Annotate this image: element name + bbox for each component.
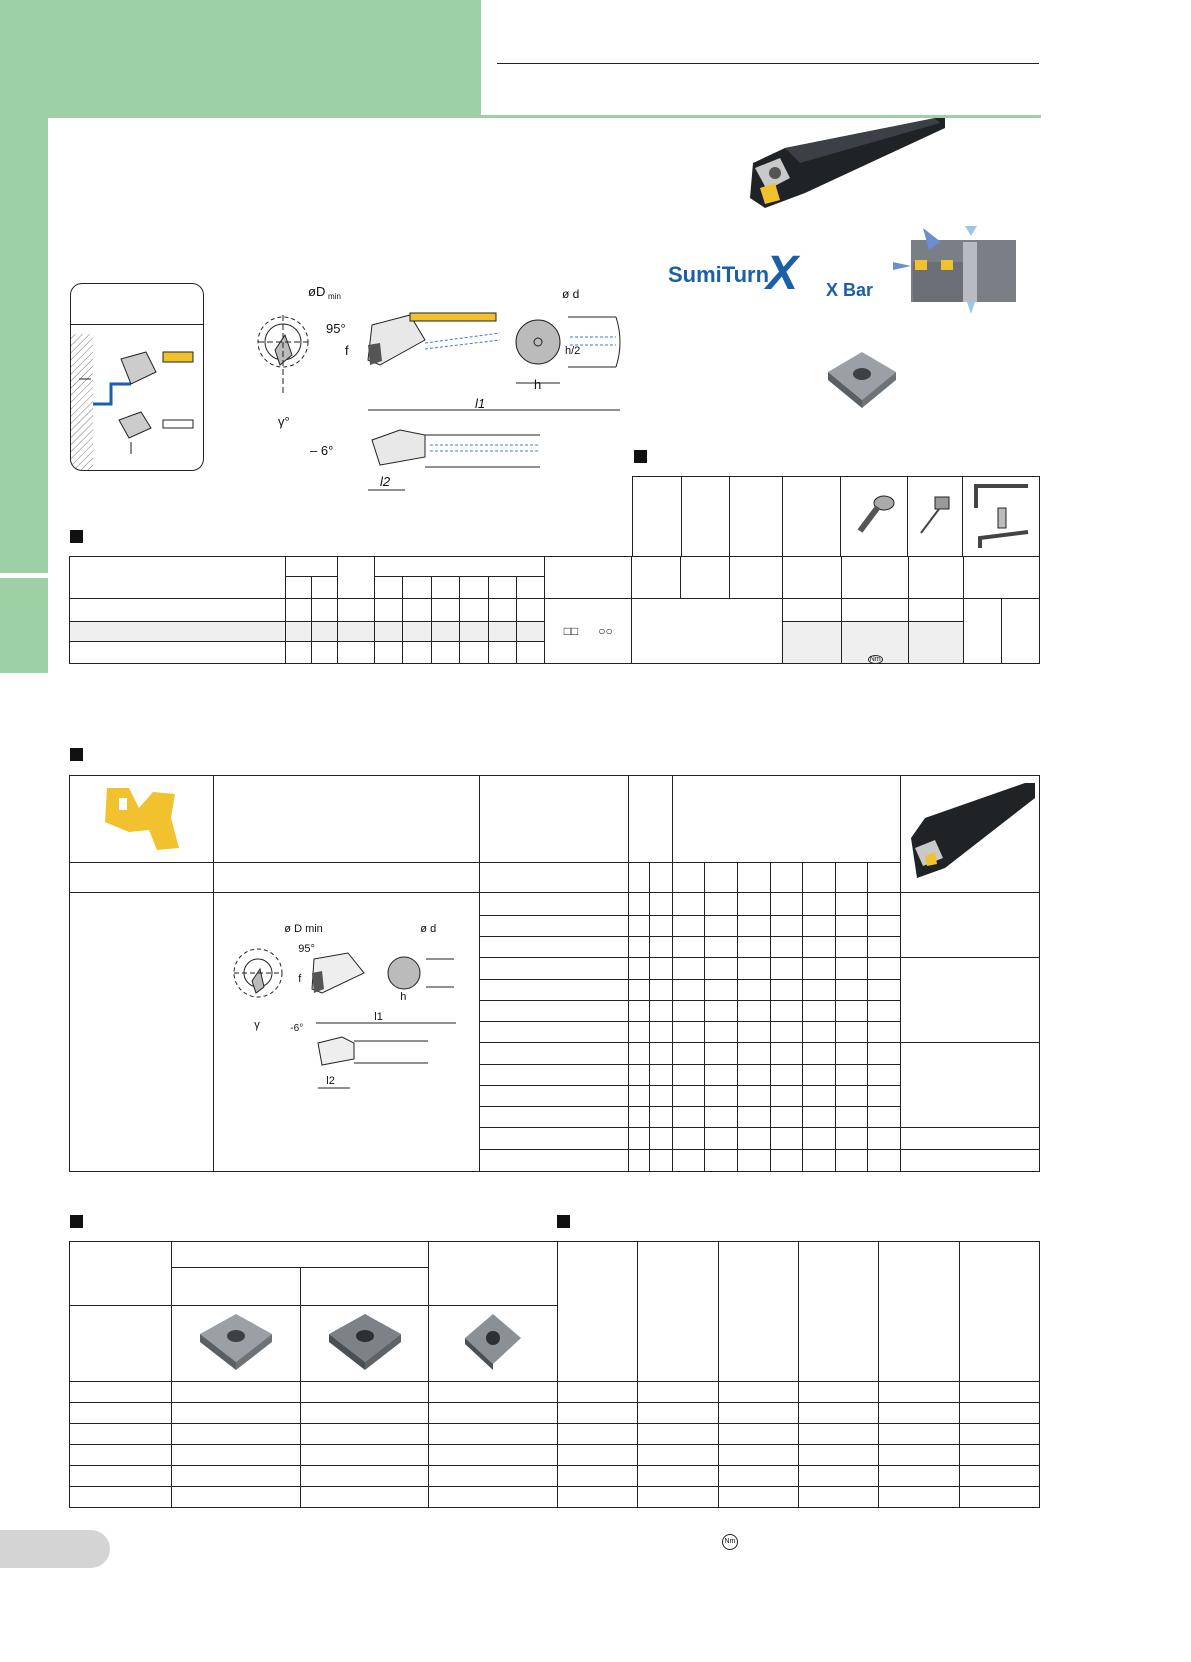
insert-photo-1 <box>196 1310 276 1374</box>
small-label-l2: l2 <box>326 1075 335 1088</box>
header-rule <box>497 63 1039 64</box>
logo-text: SumiTurn <box>668 262 770 287</box>
label-neg6: – 6° <box>310 443 334 458</box>
label-h: h <box>534 377 542 392</box>
label-f: f <box>345 343 349 358</box>
small-label-h: h <box>400 991 407 1004</box>
label-l1: l1 <box>475 396 486 411</box>
small-label-neg6: -6° <box>290 1023 304 1035</box>
small-label-f: f <box>298 973 302 986</box>
small-label-l1: l1 <box>374 1011 383 1024</box>
parts-table <box>632 476 1040 557</box>
small-label-dmin: ø D min <box>284 923 323 936</box>
brand-logo <box>668 247 878 304</box>
logo-suffix: X Bar <box>826 280 874 300</box>
label-gamma: γ° <box>278 414 290 429</box>
coolant-clamp-illustration <box>893 222 1019 314</box>
small-technical-drawing <box>218 923 480 1103</box>
logo-letter: X <box>766 247 799 300</box>
product-table <box>69 775 1040 1172</box>
section-marker-5 <box>557 1215 570 1228</box>
label-l2: l2 <box>380 474 391 489</box>
screw-icon <box>852 491 896 539</box>
side-tab-upper <box>0 118 48 573</box>
insert-table <box>69 1241 1040 1508</box>
label-h2: h/2 <box>565 345 581 357</box>
boring-bar-photo <box>745 118 945 218</box>
application-diagram <box>70 283 204 471</box>
page-number-tab <box>0 1530 110 1568</box>
technical-drawing <box>250 285 640 495</box>
label-dmin: øD <box>308 284 326 299</box>
label-d: ø d <box>562 287 580 301</box>
header-band-left <box>0 0 481 118</box>
small-label-95: 95° <box>298 943 315 956</box>
insert-photo-3 <box>461 1310 525 1374</box>
application-icon <box>99 778 185 858</box>
section-marker-4 <box>70 1215 83 1228</box>
footer-torque-icon: Nm <box>722 1534 738 1550</box>
hex-wrench-icon <box>970 478 1032 552</box>
spec-table-upper: □□ ○○ Nm <box>69 556 1040 664</box>
insert-photo <box>826 350 898 410</box>
label-dmin-sub: min <box>328 292 341 301</box>
small-label-gamma: γ <box>254 1019 260 1032</box>
torque-icon: Nm <box>869 656 881 663</box>
clamp-icon <box>915 491 955 539</box>
boring-bar-thumbnail <box>905 778 1035 888</box>
label-angle95: 95° <box>326 321 346 336</box>
small-label-d: ø d <box>420 923 437 936</box>
side-tab-lower <box>0 578 48 673</box>
insert-photo-2 <box>325 1310 405 1374</box>
section-marker-1 <box>70 530 83 543</box>
section-marker-3 <box>70 748 83 761</box>
